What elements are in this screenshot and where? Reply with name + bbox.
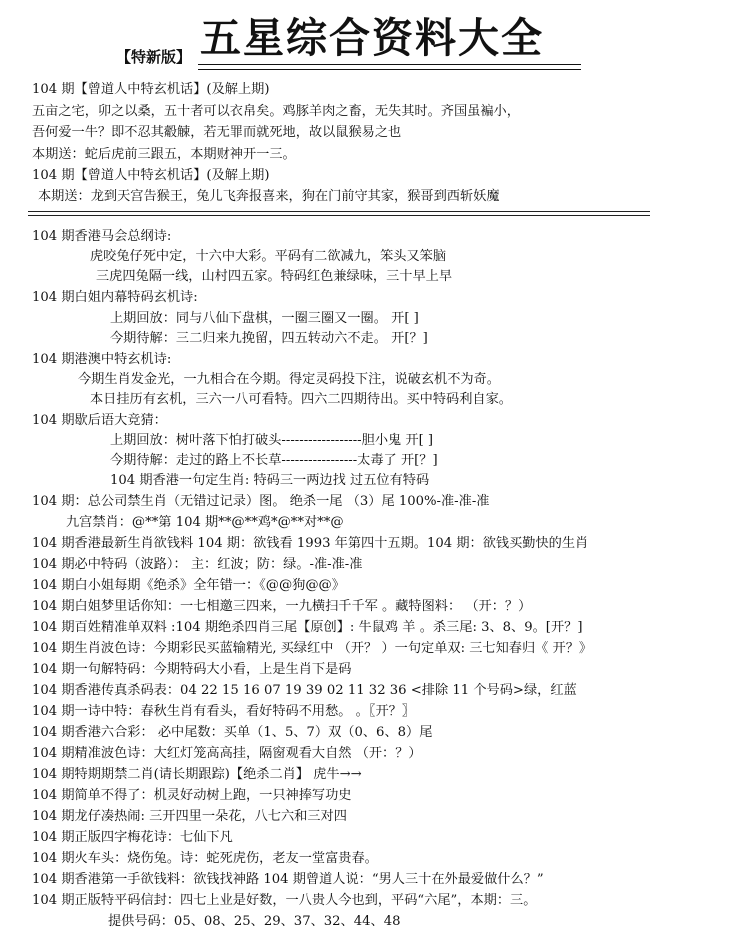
page-title: 五星综合资料大全 [200, 14, 544, 62]
text-line: 104 期香港第一手欲钱料：欲钱找神路 104 期曾道人说：“男人三十在外最爱做什么？” [32, 872, 544, 887]
text-line: 104 期生肖波色诗：今期彩民买蓝输精光, 买绿红中 （开？ ）一句定单双: 三七知春归《 开？》 [32, 641, 593, 656]
text-line: 本期送：龙到天宫告猴王，兔儿飞奔报喜来，狗在门前守其家，猴哥到西斩妖魔 [38, 189, 500, 204]
text-line: 104 期歇后语大竞猜： [32, 413, 167, 428]
text-line: 104 期白小姐每期《绝杀》全年错一：《@@狗@@》 [32, 578, 345, 593]
text-line: 本日挂历有玄机，三六一八可看特。四六二四期待出。买中特码利自家。 [90, 392, 512, 407]
text-line: 104 期正版四字梅花诗：七仙下凡 [32, 830, 233, 845]
text-line: 104 期一句解特码：今期特码大小看，上是生肖下是码 [32, 662, 352, 677]
text-line: 今期待解：走过的路上不长草-----------------太毒了 开[？] [110, 453, 438, 468]
text-line: 104 期白姐内幕特码玄机诗: [32, 290, 198, 305]
edition-label: 【特新版】 [116, 48, 192, 66]
text-line: 104 期特期期禁二肖(请长期跟踪)【绝杀二肖】 虎牛→→ [32, 767, 362, 782]
title-underline [198, 64, 581, 65]
text-line: 虎咬兔仔死中定，十六中大彩。平码有二欲减九，笨头又笨脑 [90, 249, 447, 264]
text-line: 104 期香港六合彩： 必中尾数：买单（1、5、7）双（0、6、8）尾 [32, 725, 433, 740]
text-line: 104 期【曾道人中特玄机话】(及解上期) [32, 82, 270, 97]
text-line: 104 期白姐梦里话你知：一七相邀三四来，一九横扫千千军 。藏特图料： （开：？） [32, 599, 532, 614]
text-line: 吾何爱一牛？即不忍其觳觫，若无罪而就死地，故以鼠猴易之也 [32, 125, 402, 140]
text-line: 三虎四兔隔一线，山村四五家。特码红色兼绿味，三十早上早 [96, 269, 453, 284]
text-line: 104 期香港传真杀码表：04 22 15 16 07 19 39 02 11 32 36 <排除 11 个号码>绿，红蓝 [32, 683, 577, 698]
section-divider [28, 215, 650, 216]
text-line: 提供号码：05、08、25、29、37、32、44、48 [108, 914, 401, 929]
text-line: 今期待解：三二归来九挽留，四五转动六不走。 开[？] [110, 331, 428, 346]
text-line: 本期送：蛇后虎前三跟五，本期财神开一三。 [32, 147, 296, 162]
text-line: 104 期必中特码（波路）： 主：红波；防：绿。-准-准-准 [32, 557, 363, 572]
text-line: 上期回放：树叶落下怕打破头------------------胆小鬼 开[ ] [110, 433, 434, 448]
text-line: 104 期正版特平码信封：四七上业是好数，一八贵人今也到，平码“六尾”，本期：三。 [32, 893, 537, 908]
text-line: 104 期精准波色诗：大红灯笼高高挂，隔窗观看大自然 （开：？） [32, 746, 422, 761]
text-line: 104 期龙仔凑热闹: 三开四里一朵花，八七六和三对四 [32, 809, 347, 824]
text-line: 104 期香港马会总纲诗: [32, 229, 172, 244]
text-line: 104 期港澳中特玄机诗: [32, 352, 172, 367]
text-line: 104 期香港最新生肖欲钱料 104 期：欲钱看 1993 年第四十五期。104 期：欲钱买勤快的生肖 [32, 536, 589, 551]
text-line: 九宫禁肖：@**第 104 期**@**鸡*@**对**@ [66, 515, 344, 530]
text-line: 104 期香港一句定生肖: 特码三一两边找 过五位有特码 [110, 473, 430, 488]
text-line: 104 期简单不得了：机灵好动树上跑，一只神捧写功史 [32, 788, 352, 803]
text-line: 104 期：总公司禁生肖（无错过记录）图。 绝杀一尾 （3）尾 100%-准-准-准 [32, 494, 490, 509]
title-underline-second [198, 69, 581, 70]
header [0, 0, 748, 82]
text-line: 上期回放：同与八仙下盘棋，一圈三圈又一圈。 开[ ] [110, 311, 419, 326]
text-line: 104 期火车头：烧伤兔。诗：蛇死虎伤，老友一堂富贵春。 [32, 851, 378, 866]
text-line: 今期生肖发金光，一九相合在今期。得定灵码投下注，说破玄机不为奇。 [78, 372, 500, 387]
text-line: 104 期百姓精准单双料 :104 期绝杀四肖三尾【原创】: 牛鼠鸡 羊 。杀三尾: 3、8、9。[开？] [32, 620, 583, 635]
text-line: 104 期一诗中特：春秋生肖有看头，看好特码不用愁。 。〖开？〗 [32, 704, 416, 719]
section-divider [28, 211, 650, 212]
text-line: 五亩之宅，卯之以桑，五十者可以衣帛矣。鸡豚羊肉之畜，无失其时。齐国虽褊小， [32, 104, 520, 119]
text-line: 104 期【曾道人中特玄机话】(及解上期) [32, 168, 270, 183]
